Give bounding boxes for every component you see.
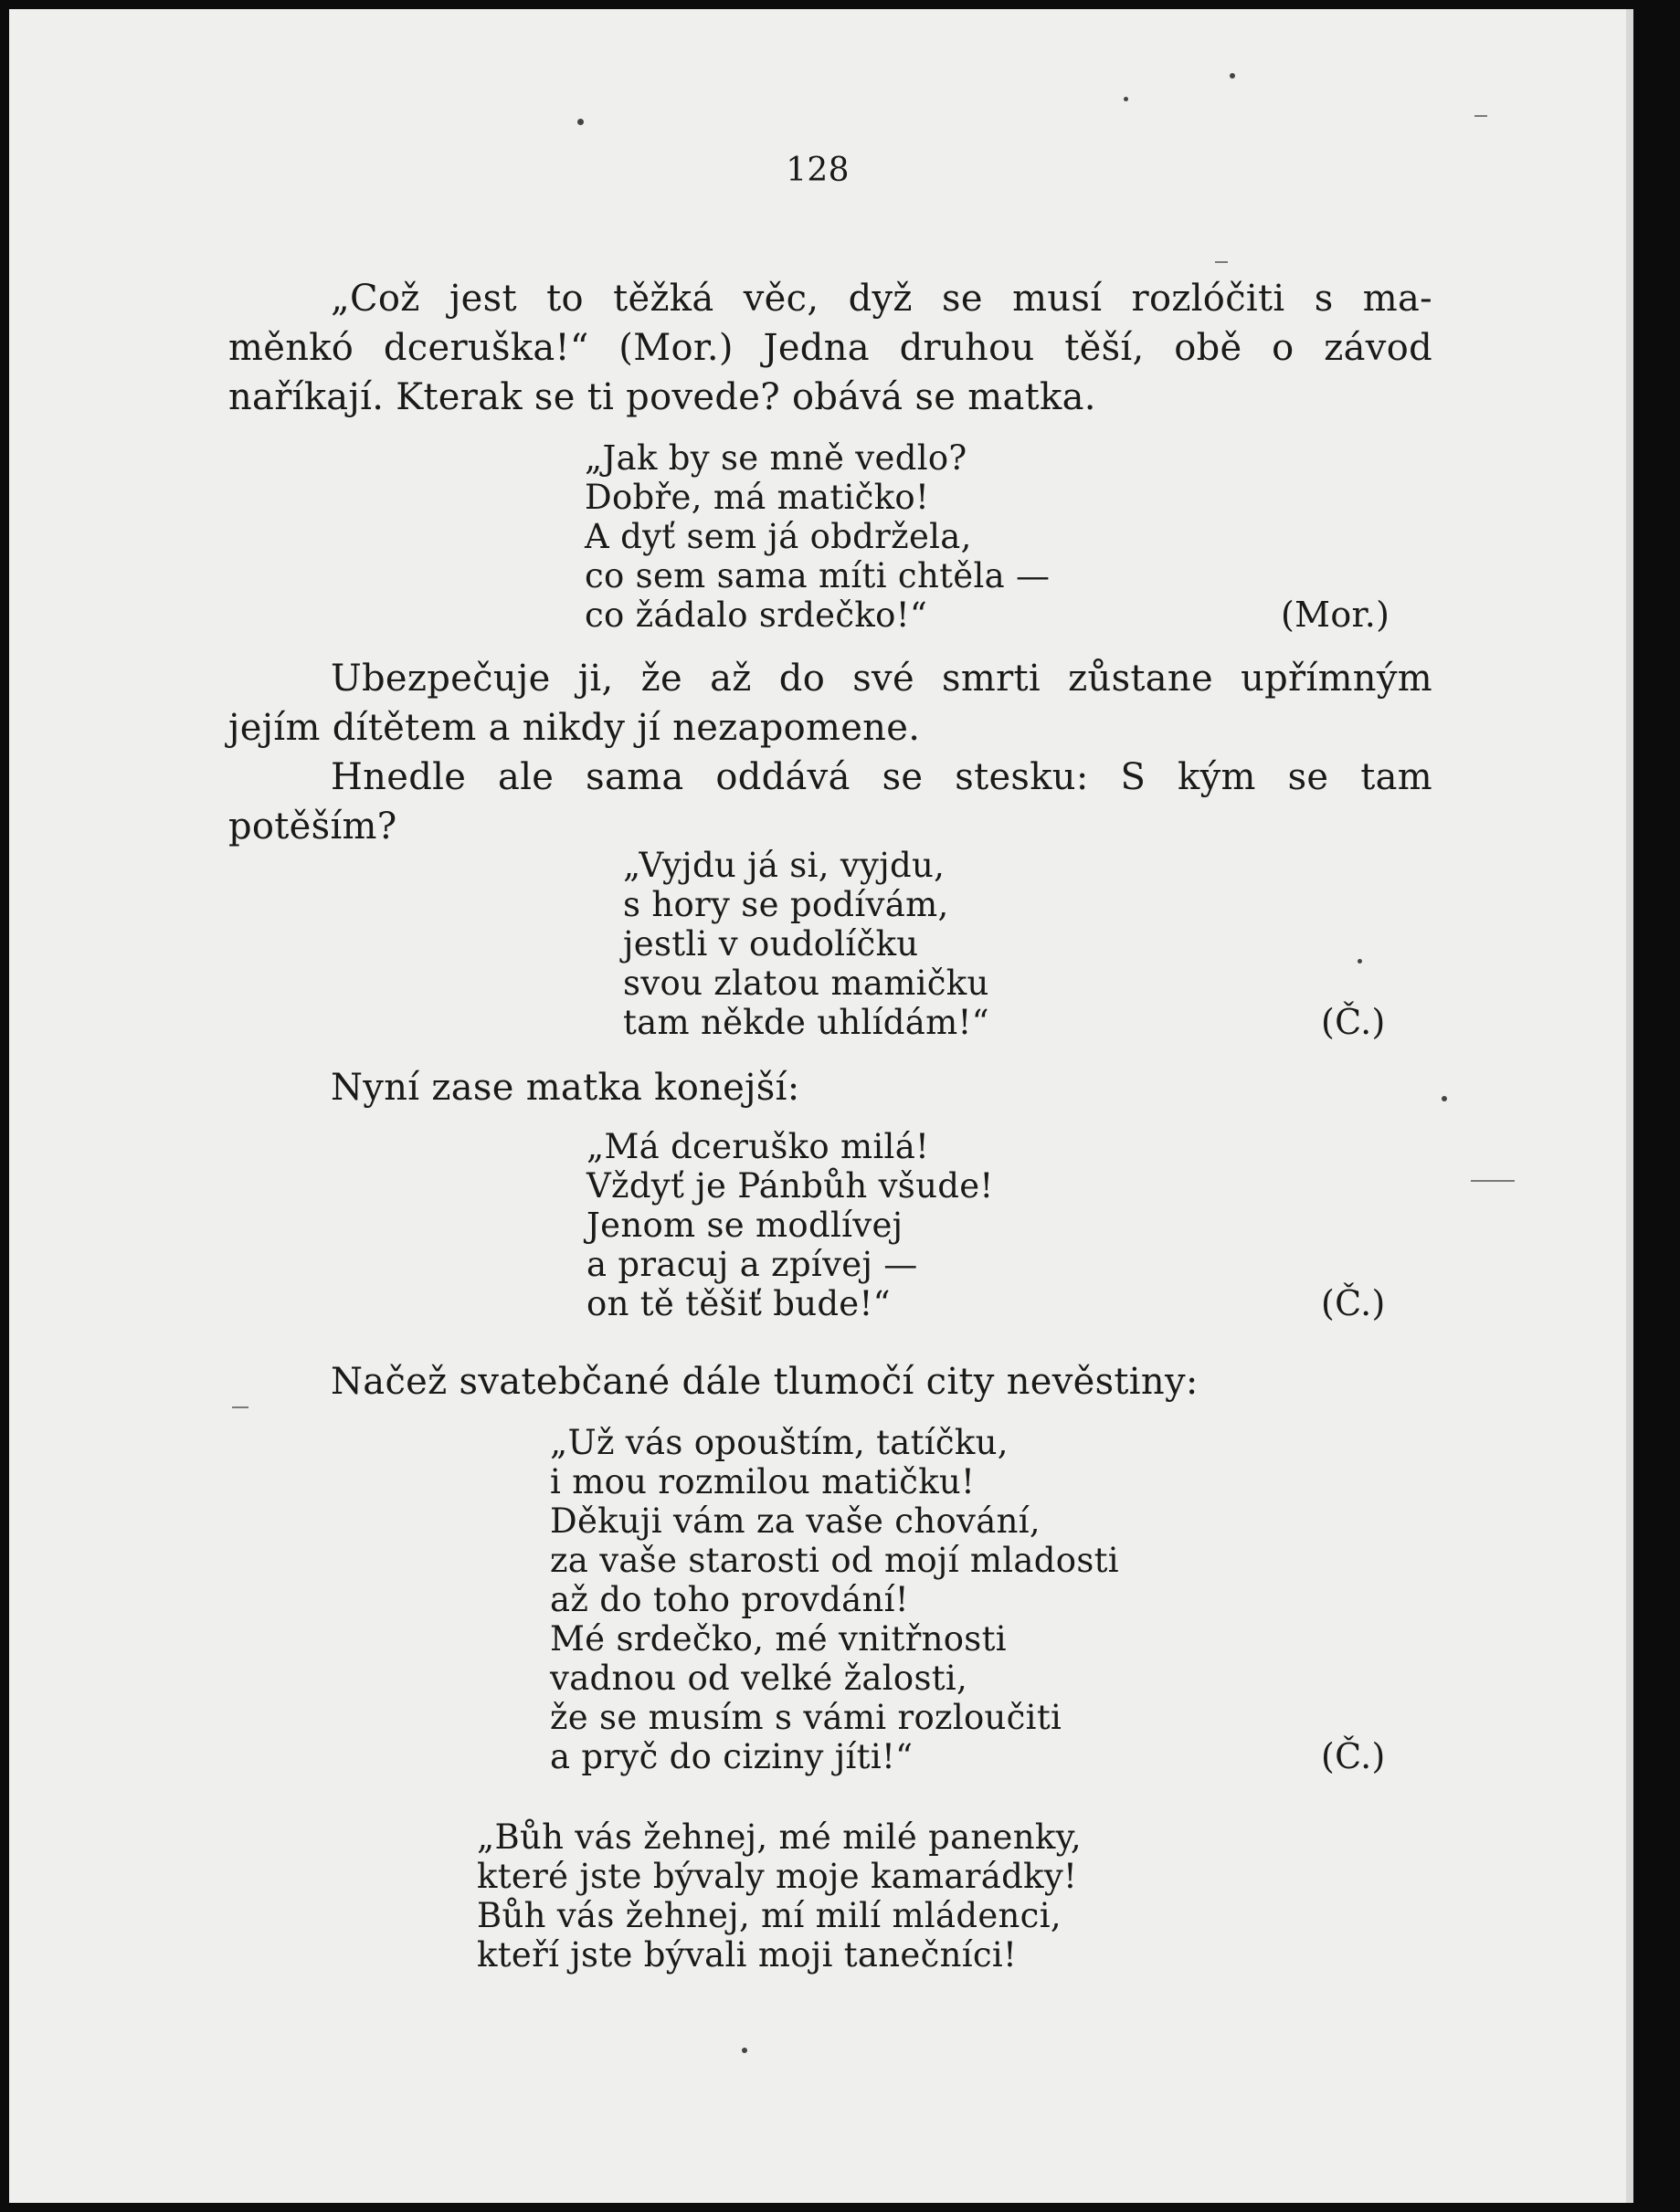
verse-2-line: „Vyjdu já si, vyjdu,	[623, 846, 946, 885]
verse-5	[477, 1817, 1082, 1975]
scan-mark	[1215, 261, 1228, 263]
verse-4-line: až do toho provdání!	[550, 1580, 909, 1619]
book-page	[9, 9, 1626, 2203]
verse-4-line: že se musím s vámi rozloučiti	[550, 1698, 1062, 1737]
verse-2-source: (Č.)	[1321, 1002, 1386, 1042]
verse-3-line: Vždyť je Pánbůh všude!	[586, 1166, 994, 1206]
verse-1-source: (Mor.)	[1281, 595, 1390, 635]
paragraph-3-line-2: potěším?	[228, 806, 397, 848]
verse-1-line: A dyť sem já obdržela,	[585, 517, 972, 556]
verse-1-line: Dobře, má matičko!	[585, 478, 930, 517]
verse-3-line: Jenom se modlívej	[586, 1206, 903, 1245]
page-number: 128	[786, 152, 850, 189]
scan-mark	[1474, 115, 1487, 117]
scan-speck	[1358, 959, 1362, 964]
verse-3-source: (Č.)	[1321, 1283, 1386, 1323]
paragraph-3-line-1: Hnedle ale sama oddává se stesku: S kým se tam	[331, 756, 1432, 798]
paragraph-1-line-1: „Což jest to těžká věc, dyž se musí rozlóčiti s ma-	[331, 278, 1432, 320]
paragraph-1-line-3: naříkají. Kterak se ti povede? obává se matka.	[228, 376, 1096, 418]
verse-2-line: jestli v oudolíčku	[623, 924, 919, 964]
verse-2-line: svou zlatou mamičku	[623, 964, 989, 1003]
verse-1-line: co sem sama míti chtěla —	[585, 556, 1051, 595]
paragraph-4-line-1: Nyní zase matka konejší:	[331, 1067, 800, 1109]
scan-speck	[1442, 1096, 1447, 1101]
scan-speck	[1230, 73, 1235, 79]
verse-4-line: i mou rozmilou matičku!	[550, 1462, 976, 1501]
verse-5-line: Bůh vás žehnej, mí milí mládenci,	[477, 1896, 1062, 1935]
verse-5-line: „Bůh vás žehnej, mé milé panenky,	[477, 1817, 1082, 1857]
scan-speck	[577, 119, 584, 125]
verse-4-line: a pryč do ciziny jíti!“	[550, 1737, 914, 1776]
verse-4-line: vadnou od velké žalosti,	[550, 1659, 968, 1698]
verse-5-line: které jste bývaly moje kamarádky!	[477, 1857, 1078, 1896]
scan-speck	[742, 2048, 747, 2053]
verse-2-line: tam někde uhlídám!“	[623, 1003, 989, 1042]
verse-3-line: on tě těšiť bude!“	[586, 1284, 891, 1323]
scan-speck	[1124, 97, 1128, 101]
scan-mark	[232, 1406, 248, 1408]
verse-3	[586, 1127, 994, 1323]
verse-4-source: (Č.)	[1321, 1736, 1386, 1776]
verse-4-line: Děkuji vám za vaše chování,	[550, 1501, 1041, 1541]
verse-3-line: a pracuj a zpívej —	[586, 1245, 918, 1284]
paragraph-1-line-2: měnkó dceruška!“ (Mor.) Jedna druhou těší, obě o závod	[228, 327, 1432, 369]
verse-5-line: kteří jste bývali moji tanečníci!	[477, 1935, 1018, 1975]
paragraph-2-line-1: Ubezpečuje ji, že až do své smrti zůstane upřímným	[331, 658, 1432, 700]
verse-4-line: „Už vás opouštím, tatíčku,	[550, 1423, 1009, 1462]
paragraph-2-line-2: jejím dítětem a nikdy jí nezapomene.	[228, 707, 921, 749]
verse-1	[585, 438, 1050, 635]
verse-4-line: Mé srdečko, mé vnitřnosti	[550, 1619, 1007, 1659]
scan-border	[1633, 0, 1680, 2212]
verse-2-line: s hory se podívám,	[623, 885, 949, 924]
verse-3-line: „Má dceruško milá!	[586, 1127, 930, 1166]
verse-4-line: za vaše starosti od mojí mladosti	[550, 1541, 1119, 1580]
verse-1-line: „Jak by se mně vedlo?	[585, 438, 967, 478]
verse-4	[550, 1423, 1119, 1776]
page-edge	[1626, 9, 1633, 2203]
verse-1-line: co žádalo srdečko!“	[585, 595, 928, 635]
verse-2	[623, 846, 989, 1042]
paragraph-5-line-1: Načež svatebčané dále tlumočí city nevěstiny:	[331, 1361, 1199, 1403]
scan-mark	[1471, 1180, 1515, 1182]
